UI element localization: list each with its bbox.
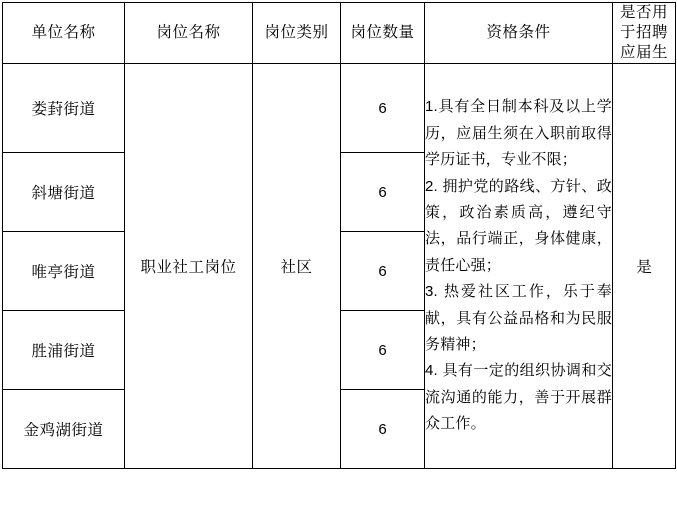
cell-post-name: 职业社工岗位	[125, 64, 253, 469]
cell-post-category: 社区	[253, 64, 341, 469]
header-post-category: 岗位类别	[253, 3, 341, 64]
header-post-name: 岗位名称	[125, 3, 253, 64]
document-page	[0, 2, 677, 521]
header-unit-name: 单位名称	[3, 3, 125, 64]
cell-unit-name: 金鸡湖街道	[3, 390, 125, 469]
table-row	[3, 64, 676, 153]
cell-fresh-graduate: 是	[613, 64, 676, 469]
cell-unit-name: 胜浦街道	[3, 311, 125, 390]
cell-post-count: 6	[341, 390, 425, 469]
cell-unit-name: 斜塘街道	[3, 153, 125, 232]
qualification-item-3: 3. 热爱社区工作，乐于奉献，具有公益品格和为民服务精神；	[425, 283, 612, 354]
cell-post-count: 6	[341, 232, 425, 311]
table-header-row	[3, 3, 676, 64]
cell-unit-name: 娄葑街道	[3, 64, 125, 153]
header-post-count: 岗位数量	[341, 3, 425, 64]
cell-unit-name: 唯亭街道	[3, 232, 125, 311]
qualification-item-4: 4. 具有一定的组织协调和交流沟通的能力，善于开展群众工作。	[425, 362, 612, 433]
header-fresh-graduate: 是否用于招聘应届生	[613, 3, 676, 64]
cell-post-count: 6	[341, 153, 425, 232]
header-qualifications: 资格条件	[425, 3, 613, 64]
cell-post-count: 6	[341, 64, 425, 153]
cell-qualifications	[425, 64, 613, 469]
qualification-item-1: 1.具有全日制本科及以上学历，应届生须在入职前取得学历证书，专业不限；	[425, 98, 612, 169]
qualification-item-2: 2. 拥护党的路线、方针、政策，政治素质高，遵纪守法，品行端正，身体健康，责任心强；	[425, 177, 612, 274]
cell-post-count: 6	[341, 311, 425, 390]
recruitment-table	[2, 2, 676, 469]
